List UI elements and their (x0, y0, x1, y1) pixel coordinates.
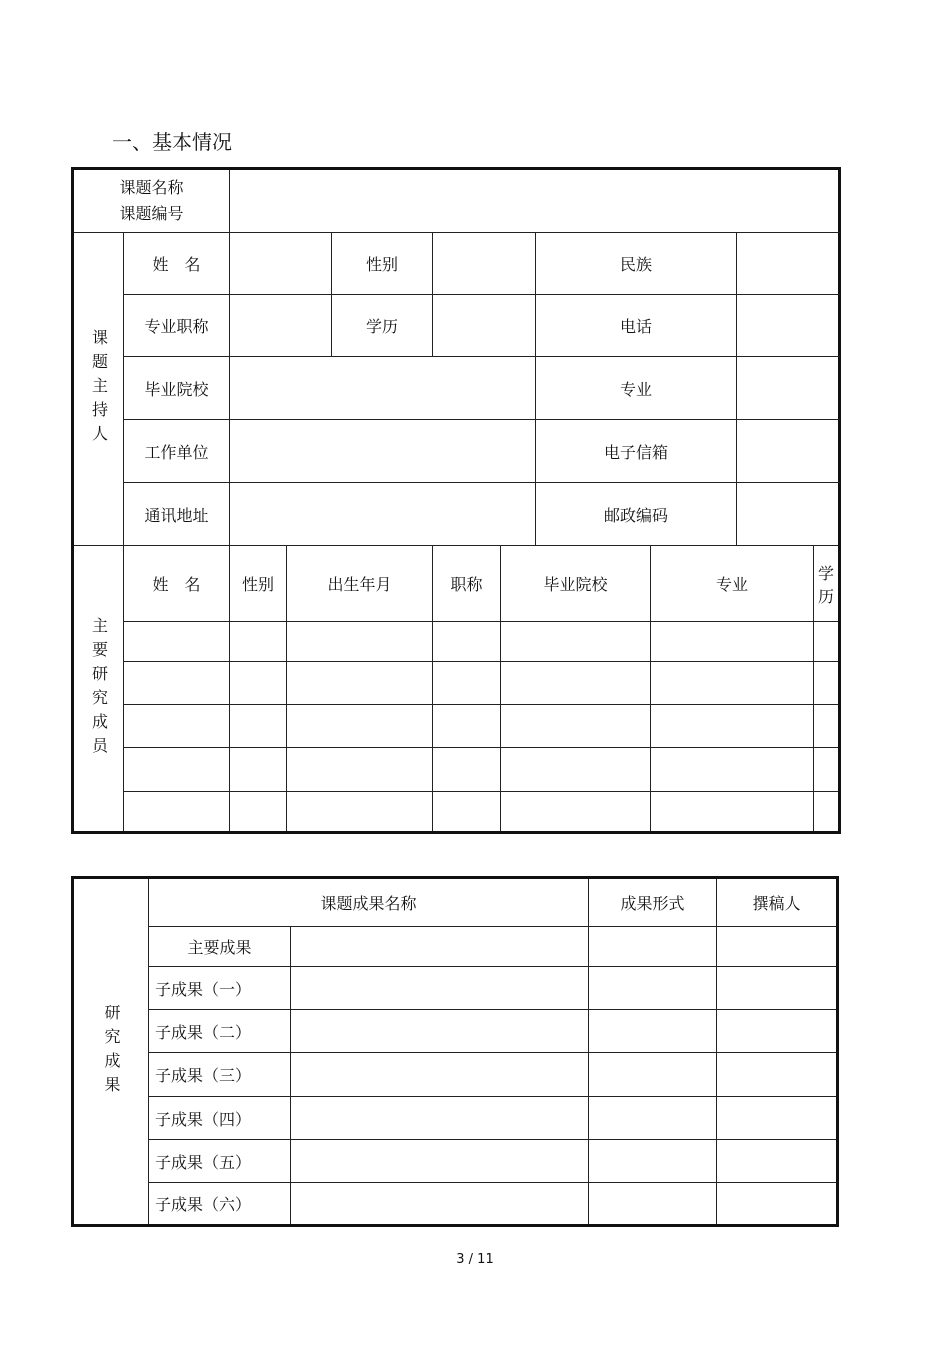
member-header-school: 毕业院校 (501, 546, 651, 622)
topic-value-cell[interactable] (230, 169, 840, 233)
host-gender-value[interactable] (433, 233, 536, 295)
host-postcode-value[interactable] (737, 483, 840, 546)
host-email-value[interactable] (737, 420, 840, 483)
host-employer-label: 工作单位 (124, 420, 230, 483)
member-header-gender: 性别 (230, 546, 287, 622)
host-education-label: 学历 (332, 295, 433, 357)
results-header-name: 课题成果名称 (149, 878, 589, 927)
basic-info-table (71, 167, 841, 834)
host-major-label: 专业 (536, 357, 737, 420)
host-title-label: 专业职称 (124, 295, 230, 357)
host-side-label: 课题主持人 (73, 233, 124, 546)
member-row (73, 622, 840, 662)
member-header-birth: 出生年月 (287, 546, 433, 622)
result-row (73, 1097, 838, 1140)
host-gender-label: 性别 (332, 233, 433, 295)
member-header-education: 学历 (814, 546, 840, 622)
host-name-label: 姓 名 (124, 233, 230, 295)
results-side-label: 研究成果 (73, 878, 149, 1226)
page-number: 3 / 11 (456, 1252, 494, 1267)
host-name-value[interactable] (230, 233, 332, 295)
host-school-value[interactable] (230, 357, 536, 420)
member-row (73, 792, 840, 833)
host-title-value[interactable] (230, 295, 332, 357)
host-email-label: 电子信箱 (536, 420, 737, 483)
section-title: 一、基本情况 (112, 130, 232, 154)
member-row (73, 748, 840, 792)
topic-number-label: 课题编号 (119, 204, 184, 223)
host-school-label: 毕业院校 (124, 357, 230, 420)
host-phone-value[interactable] (737, 295, 840, 357)
result-row (73, 1140, 838, 1183)
result-row-label: 子成果（六） (149, 1183, 291, 1226)
result-row-label: 子成果（一） (149, 967, 291, 1010)
result-row (73, 1183, 838, 1226)
host-address-label: 通讯地址 (124, 483, 230, 546)
results-table (71, 876, 839, 1227)
member-row (73, 662, 840, 705)
host-ethnicity-value[interactable] (737, 233, 840, 295)
topic-name-label: 课题名称 (119, 178, 184, 197)
result-row-label: 子成果（五） (149, 1140, 291, 1183)
member-header-title: 职称 (433, 546, 501, 622)
host-postcode-label: 邮政编码 (536, 483, 737, 546)
result-row-label: 子成果（四） (149, 1097, 291, 1140)
member-header-major: 专业 (651, 546, 814, 622)
host-phone-label: 电话 (536, 295, 737, 357)
topic-label-cell (73, 169, 230, 233)
result-row (73, 1053, 838, 1097)
results-header-form: 成果形式 (589, 878, 717, 927)
result-row (73, 1010, 838, 1053)
result-row-label: 子成果（二） (149, 1010, 291, 1053)
member-header-name: 姓 名 (124, 546, 230, 622)
results-header-author: 撰稿人 (717, 878, 838, 927)
host-address-value[interactable] (230, 483, 536, 546)
host-major-value[interactable] (737, 357, 840, 420)
result-row (73, 927, 838, 967)
members-side-label: 主要研究成员 (73, 546, 124, 833)
result-row-label: 子成果（三） (149, 1053, 291, 1097)
result-row-label: 主要成果 (149, 927, 291, 967)
host-employer-value[interactable] (230, 420, 536, 483)
host-education-value[interactable] (433, 295, 536, 357)
result-row (73, 967, 838, 1010)
host-ethnicity-label: 民族 (536, 233, 737, 295)
member-row (73, 705, 840, 748)
